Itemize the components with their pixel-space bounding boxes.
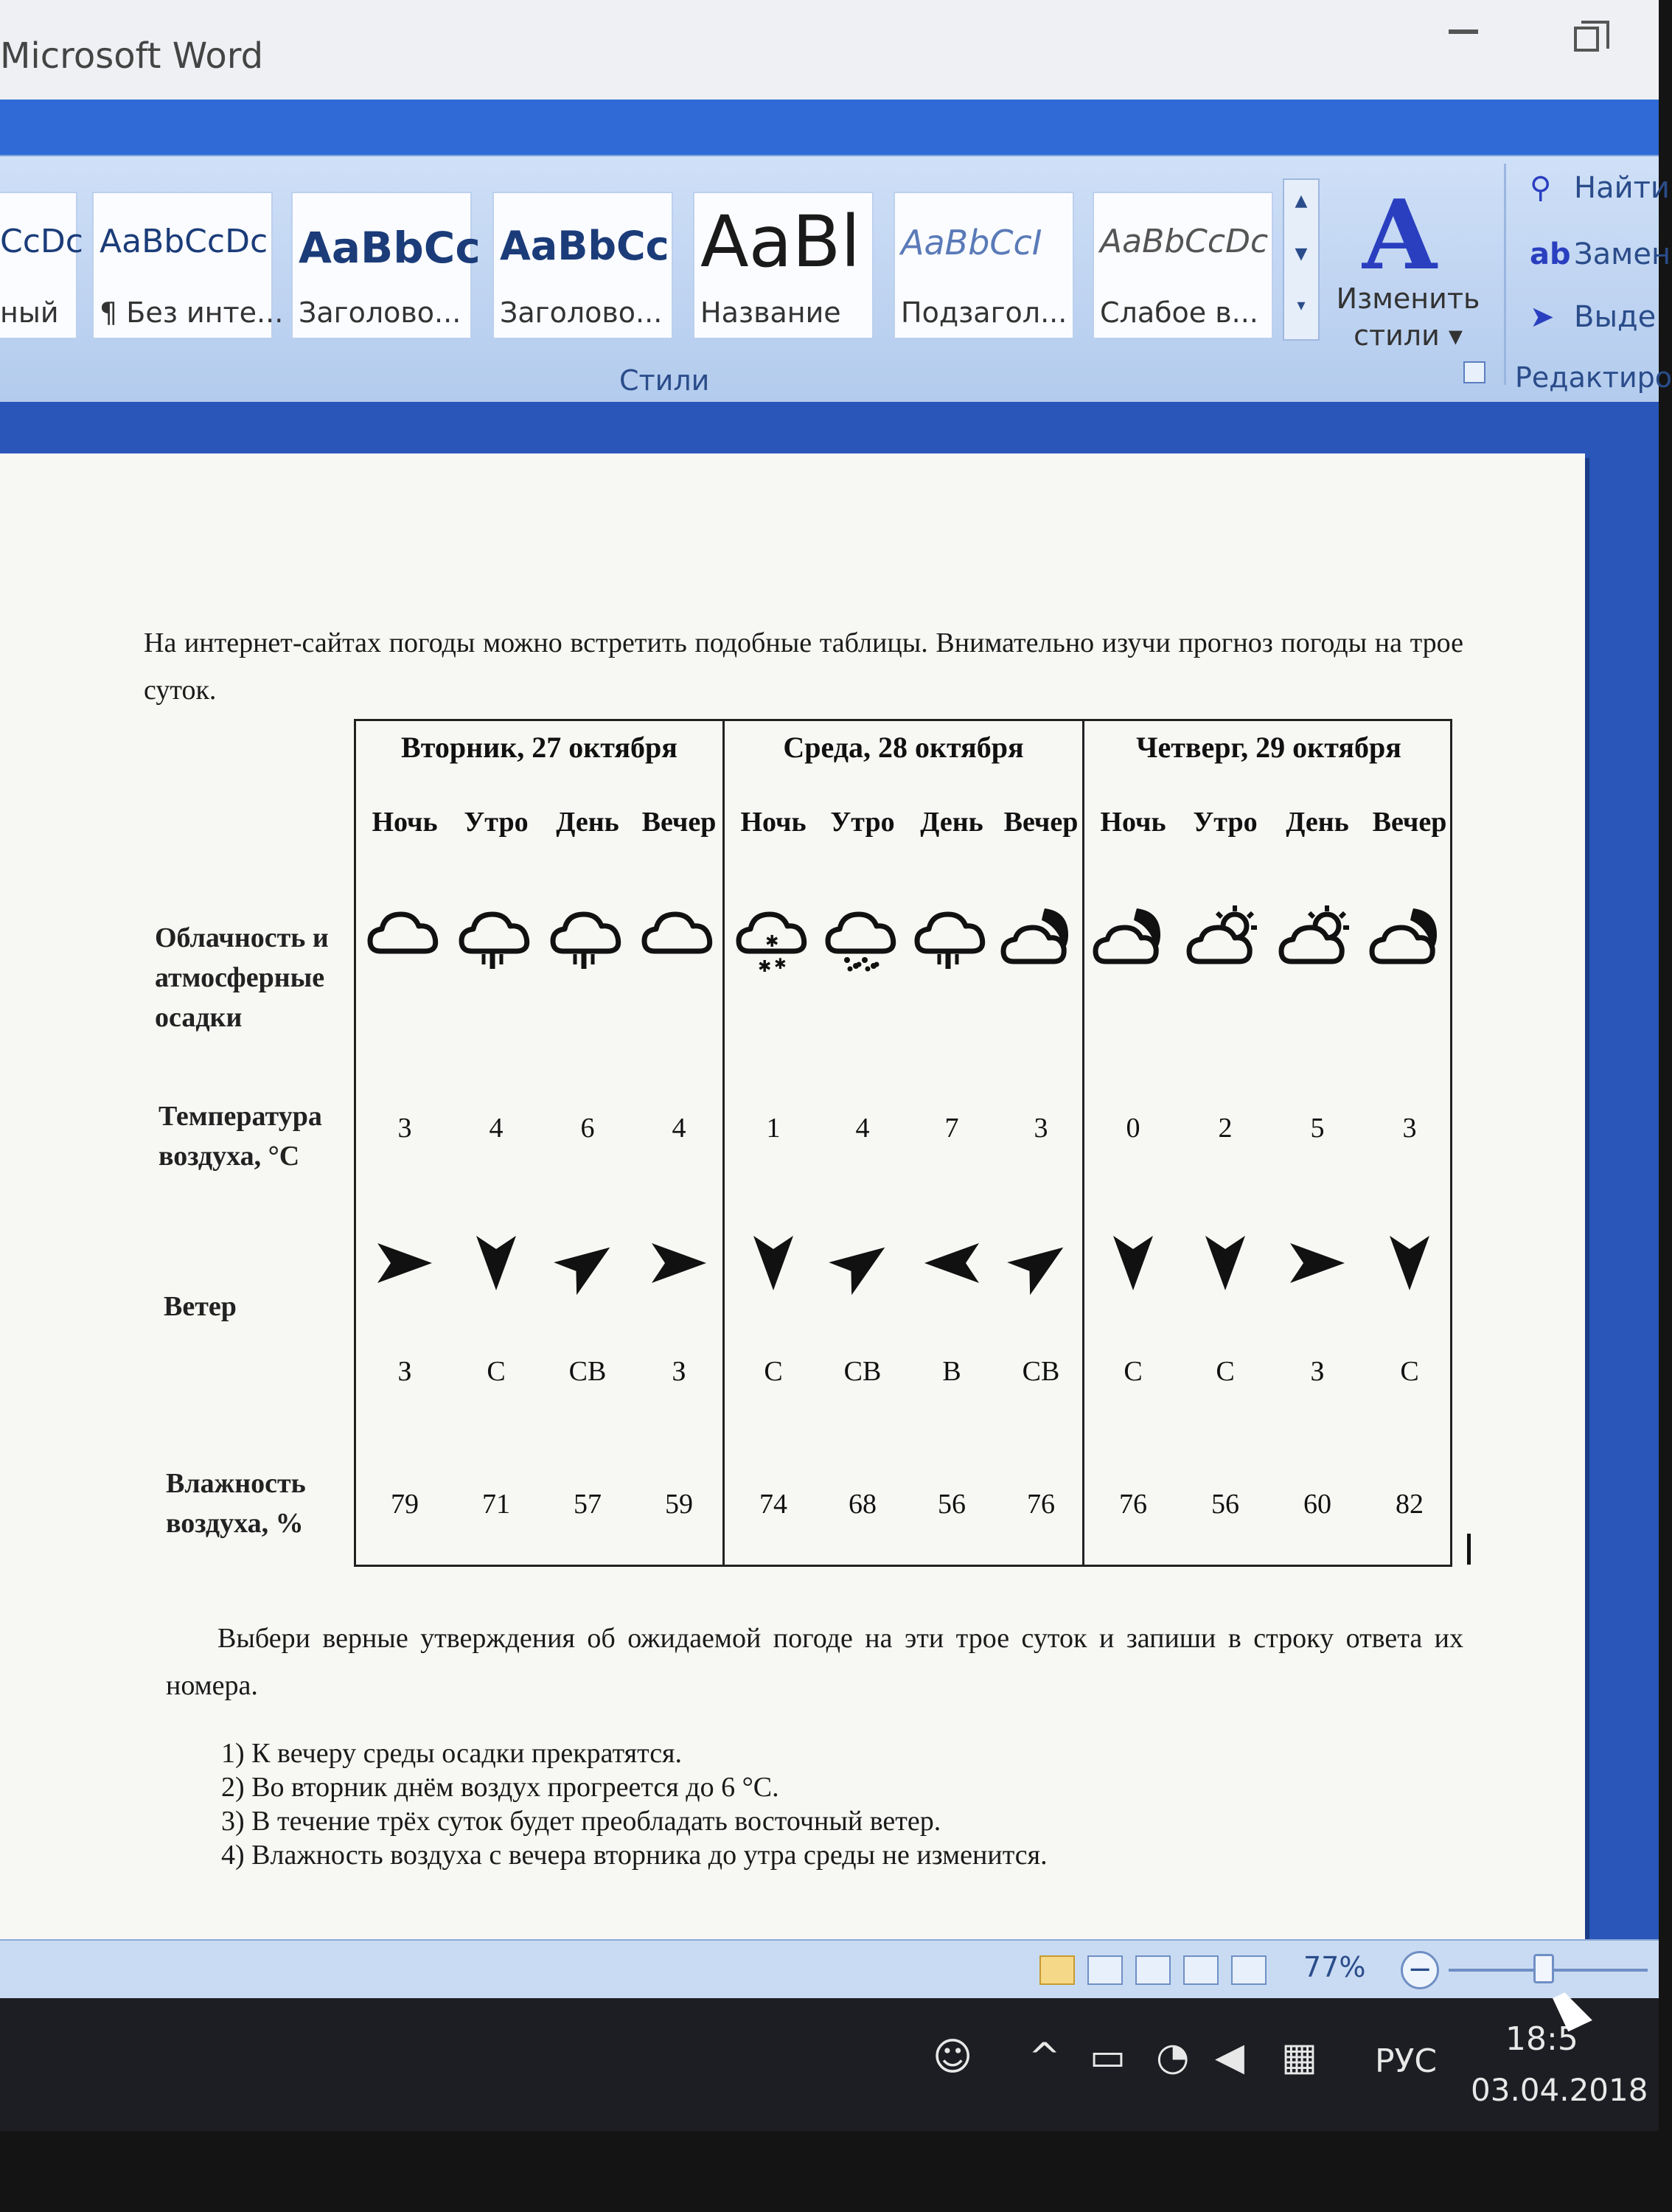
wind-arrow-south-icon — [1376, 1230, 1443, 1296]
ribbon — [0, 155, 1672, 402]
wind-arrow-south-icon — [463, 1230, 529, 1296]
cloud-icon — [364, 898, 445, 979]
wind-arrow-northeast-icon — [1008, 1230, 1074, 1296]
wind-direction-cell: СВ — [843, 1356, 882, 1387]
wind-arrow-south-icon — [1100, 1230, 1166, 1296]
humidity-cell: 82 — [1396, 1489, 1424, 1520]
scroll-up-icon[interactable]: ▲ — [1295, 192, 1308, 210]
temperature-cell: 4 — [855, 1113, 870, 1144]
answer-item: 4) Влажность воздуха с вечера вторника до утра среды не изменится. — [221, 1840, 1048, 1871]
partly-cloudy-night-icon — [1093, 898, 1174, 979]
keyboard-icon[interactable]: ▦ — [1281, 2035, 1318, 2079]
humidity-cell: 60 — [1303, 1489, 1331, 1520]
partly-sunny-icon — [1185, 898, 1266, 979]
window-title: Microsoft Word — [0, 35, 264, 77]
period-header: Ночь — [372, 807, 438, 838]
cursor-arrow-icon: ➤ — [1530, 300, 1555, 334]
answer-item: 2) Во вторник днём воздух прогреется до 6 °С. — [221, 1772, 779, 1803]
people-icon[interactable]: ☺ — [933, 2035, 973, 2079]
row-label-clouds: Облачность и атмосферные осадки — [155, 922, 329, 1033]
weather-table — [354, 719, 1452, 1567]
text-cursor — [1467, 1534, 1471, 1565]
cloud-icon — [638, 898, 720, 979]
period-header: Вечер — [1003, 807, 1079, 838]
temperature-cell: 2 — [1218, 1113, 1233, 1144]
wind-arrow-south-icon — [1192, 1230, 1258, 1296]
wind-arrow-west-icon — [919, 1230, 985, 1296]
task-paragraph: Выбери верные утверждения об ожидаемой погоде на эти трое суток и запиши в строку ответа их номера. — [166, 1623, 1463, 1701]
period-header: День — [920, 807, 983, 838]
temperature-cell: 3 — [1402, 1113, 1417, 1144]
wifi-icon[interactable]: ◔ — [1156, 2035, 1190, 2079]
cloud-snow-icon — [733, 898, 814, 979]
styles-dialog-launcher-icon[interactable] — [1463, 361, 1485, 383]
styles-group-label: Стили — [619, 364, 710, 397]
print-layout-view-icon[interactable] — [1039, 1955, 1075, 1985]
humidity-cell: 76 — [1027, 1489, 1055, 1520]
day-header: Вторник, 27 октября — [401, 731, 677, 764]
editing-group-label: Редактиро — [1515, 361, 1672, 394]
styles-gallery-scroll[interactable] — [1283, 178, 1320, 341]
binoculars-icon: ⚲ — [1530, 171, 1552, 205]
style-tile-heading-2[interactable]: AaBbCc Заголово... — [492, 192, 673, 339]
wind-arrow-northeast-icon — [554, 1230, 621, 1296]
temperature-cell: 5 — [1310, 1113, 1325, 1144]
humidity-cell: 56 — [1211, 1489, 1239, 1520]
wind-arrow-east-icon — [1284, 1230, 1351, 1296]
wind-direction-cell: С — [1400, 1356, 1419, 1387]
taskbar — [0, 1998, 1659, 2131]
find-button[interactable]: ⚲ Найти — [1530, 171, 1670, 205]
row-label-wind: Ветер — [164, 1291, 237, 1322]
title-bar — [0, 0, 1659, 100]
zoom-out-button[interactable]: − — [1401, 1951, 1439, 1989]
wind-arrow-northeast-icon — [829, 1230, 896, 1296]
cloud-drizzle-icon — [456, 898, 537, 979]
period-header: Утро — [464, 807, 529, 838]
clock-date[interactable]: 03.04.2018 — [1471, 2072, 1648, 2108]
zoom-slider-thumb[interactable] — [1533, 1954, 1554, 1983]
period-header: День — [1286, 807, 1349, 838]
style-tile-subtle-emphasis[interactable]: AaBbCcDc Слабое в... — [1093, 192, 1273, 339]
period-header: Ночь — [740, 807, 807, 838]
cloud-drizzle-icon — [911, 898, 992, 979]
status-bar — [0, 1939, 1659, 1998]
wind-direction-cell: С — [764, 1356, 783, 1387]
style-tile-title[interactable]: AaBl Название — [693, 192, 874, 339]
full-screen-view-icon[interactable] — [1087, 1955, 1123, 1985]
wind-arrow-east-icon — [646, 1230, 712, 1296]
outline-view-icon[interactable] — [1183, 1955, 1219, 1985]
wind-direction-cell: З — [672, 1356, 686, 1387]
restore-button[interactable] — [1574, 27, 1599, 52]
style-tile-no-spacing[interactable]: AaBbCcDc ¶ Без инте... — [92, 192, 273, 339]
wind-direction-cell: С — [487, 1356, 506, 1387]
style-tile-heading-1[interactable]: AaBbCc Заголово... — [291, 192, 472, 339]
temperature-cell: 3 — [1034, 1113, 1048, 1144]
web-layout-view-icon[interactable] — [1135, 1955, 1171, 1985]
humidity-cell: 57 — [574, 1489, 602, 1520]
style-tile-normal[interactable]: CcDc ный — [0, 192, 77, 339]
wind-direction-cell: СВ — [1022, 1356, 1060, 1387]
wind-direction-cell: СВ — [568, 1356, 607, 1387]
show-hidden-icons-icon[interactable]: ^ — [1028, 2035, 1061, 2079]
period-header: Утро — [830, 807, 895, 838]
volume-icon[interactable]: ◀ — [1215, 2035, 1244, 2079]
style-tile-subtitle[interactable]: AaBbCcI Подзагол... — [894, 192, 1074, 339]
minimize-button[interactable] — [1449, 29, 1478, 34]
replace-icon: ab — [1530, 237, 1571, 271]
humidity-cell: 68 — [849, 1489, 877, 1520]
temperature-cell: 1 — [766, 1113, 781, 1144]
wind-direction-cell: В — [942, 1356, 961, 1387]
cloud-rain-snow-icon — [822, 898, 903, 979]
period-header: Вечер — [641, 807, 717, 838]
change-styles-icon: A — [1362, 178, 1437, 291]
partly-cloudy-night-icon — [1369, 898, 1450, 979]
temperature-cell: 4 — [489, 1113, 504, 1144]
humidity-cell: 59 — [665, 1489, 693, 1520]
zoom-level[interactable]: 77% — [1303, 1951, 1366, 1983]
change-styles-button[interactable]: A Изменить стили ▾ — [1336, 178, 1480, 352]
wind-direction-cell: С — [1124, 1356, 1143, 1387]
wind-direction-cell: З — [1310, 1356, 1325, 1387]
temperature-cell: 6 — [580, 1113, 595, 1144]
wind-arrow-east-icon — [372, 1230, 438, 1296]
temperature-cell: 0 — [1126, 1113, 1140, 1144]
temperature-cell: 7 — [944, 1113, 959, 1144]
answer-item: 3) В течение трёх суток будет преобладать восточный ветер. — [221, 1806, 941, 1837]
row-label-humidity: Влажность воздуха, % — [166, 1468, 306, 1539]
temperature-cell: 3 — [397, 1113, 412, 1144]
temperature-cell: 4 — [672, 1113, 686, 1144]
day-header: Четверг, 29 октября — [1136, 731, 1401, 764]
humidity-cell: 71 — [482, 1489, 510, 1520]
group-separator — [1504, 164, 1506, 385]
partly-sunny-icon — [1277, 898, 1358, 979]
battery-icon[interactable]: ▭ — [1090, 2035, 1126, 2079]
clock-time[interactable]: 18:5 — [1505, 2020, 1578, 2058]
select-button[interactable]: ➤ Выде — [1530, 300, 1657, 334]
day-header: Среда, 28 октября — [783, 731, 1024, 764]
svg-text:✱: ✱ — [765, 933, 779, 951]
period-header: Ночь — [1100, 807, 1166, 838]
answer-item: 1) К вечеру среды осадки прекратятся. — [221, 1738, 683, 1769]
period-header: День — [556, 807, 619, 838]
intro-paragraph: На интернет-сайтах погоды можно встретить подобные таблицы. Внимательно изучи прогноз погоды на трое суток. — [144, 627, 1463, 706]
ribbon-tabs-strip — [0, 100, 1659, 155]
svg-text:✱: ✱ — [758, 958, 772, 976]
row-label-temperature: Температура воздуха, °С — [159, 1101, 322, 1172]
humidity-cell: 76 — [1119, 1489, 1147, 1520]
language-indicator[interactable]: РУС — [1375, 2042, 1438, 2080]
replace-button[interactable]: ab Замен — [1530, 237, 1671, 271]
period-header: Утро — [1193, 807, 1258, 838]
cloud-drizzle-icon — [547, 898, 628, 979]
gallery-more-icon[interactable]: ▾ — [1297, 296, 1306, 315]
answer-list — [221, 1736, 1048, 1872]
partly-cloudy-night-icon — [1000, 898, 1081, 979]
humidity-cell: 56 — [938, 1489, 966, 1520]
humidity-cell: 79 — [391, 1489, 419, 1520]
svg-text:✱: ✱ — [774, 955, 787, 973]
draft-view-icon[interactable] — [1231, 1955, 1267, 1985]
humidity-cell: 74 — [759, 1489, 787, 1520]
scroll-down-icon[interactable]: ▼ — [1295, 245, 1308, 263]
wind-arrow-south-icon — [740, 1230, 807, 1296]
wind-direction-cell: С — [1216, 1356, 1235, 1387]
period-header: Вечер — [1372, 807, 1447, 838]
wind-direction-cell: З — [397, 1356, 412, 1387]
